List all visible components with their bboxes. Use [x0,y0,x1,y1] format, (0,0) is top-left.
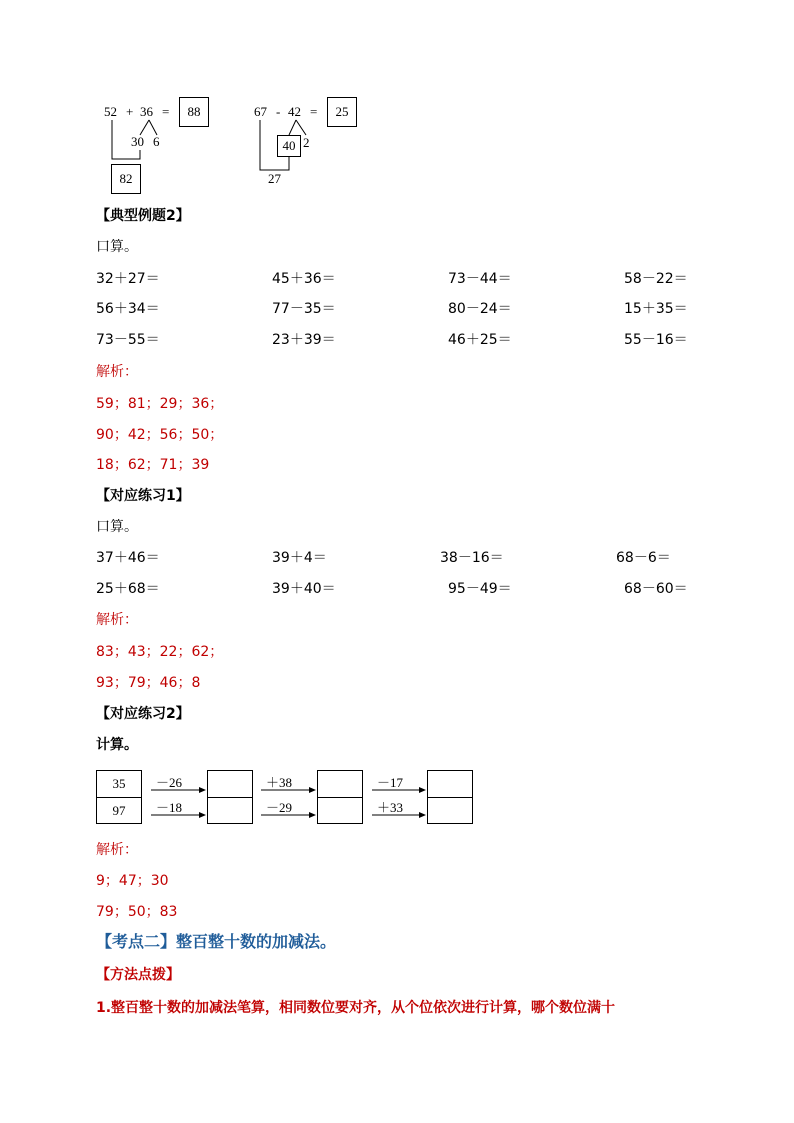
problem: 73－44＝ [448,271,512,287]
problem: 95－49＝ [448,581,512,597]
problem: 46＋25＝ [448,332,512,348]
split-tens: 30 [131,134,144,149]
operation-label: －29 [266,800,293,815]
problem: 15＋35＝ [624,301,688,317]
practice2-answer-line: 9；47；30 [96,873,169,889]
partial-subtract-box: 40 [277,135,301,157]
problem: 39＋40＝ [272,581,336,597]
problem: 68－6＝ [616,550,671,566]
problem: 68－60＝ [624,581,688,597]
operation-label: ＋38 [266,775,293,790]
problem: 58－22＝ [624,271,688,287]
practice1-analysis-label: 解析： [96,612,138,628]
practice1-instruction: 口算。 [96,519,138,535]
practice1-title: 【对应练习1】 [96,488,190,504]
problem: 37＋46＝ [96,550,160,566]
intermediate-result: 27 [268,171,281,186]
problem: 38－16＝ [440,550,504,566]
problem: 45＋36＝ [272,271,336,287]
problem: 32＋27＝ [96,271,160,287]
practice1-answer-line: 83；43；22；62； [96,644,224,660]
sum-box: 88 [179,97,209,127]
split-ones: 6 [153,134,160,149]
plus-sign: + [126,104,134,119]
method-point: 1.整百整十数的加减法笔算，相同数位要对齐，从个位依次进行计算，哪个数位满十 [96,1000,616,1016]
problem: 23＋39＝ [272,332,336,348]
example2-title: 【典型例题2】 [96,208,190,224]
partial-sum-box: 82 [111,164,141,194]
operation-label: ＋33 [377,800,404,815]
problem: 56＋34＝ [96,301,160,317]
equals-sign: = [310,104,318,119]
problem: 55－16＝ [624,332,688,348]
section-title: 【考点二】整百整十数的加减法。 [96,932,337,951]
problem: 39＋4＝ [272,550,327,566]
example2-analysis-label: 解析： [96,364,138,380]
start-value: 35 [97,771,141,798]
split-ones: 2 [303,135,310,150]
method-title: 【方法点拨】 [96,967,180,983]
example2-answer-line: 90；42；56；50； [96,427,224,443]
practice2-instruction: 计算。 [96,737,138,753]
addend-b: 36 [140,104,153,119]
practice1-answer-line: 93；79；46；8 [96,675,201,691]
problem: 25＋68＝ [96,581,160,597]
practice2-analysis-label: 解析： [96,842,138,858]
minus-sign: - [276,104,281,119]
example2-instruction: 口算。 [96,239,138,255]
problem: 73－55＝ [96,332,160,348]
start-value: 97 [112,803,126,818]
equals-sign: = [162,104,170,119]
addend-a: 52 [104,104,117,119]
minuend: 67 [254,104,267,119]
problem: 80－24＝ [448,301,512,317]
operation-label: －18 [156,800,183,815]
subtrahend: 42 [288,104,301,119]
example2-answer-line: 59；81；29；36； [96,396,224,412]
operation-label: －26 [156,775,183,790]
practice2-title: 【对应练习2】 [96,706,190,722]
problem: 77－35＝ [272,301,336,317]
operation-label: －17 [377,775,404,790]
example2-answer-line: 18；62；71；39 [96,457,210,473]
difference-box: 25 [327,97,357,127]
practice2-answer-line: 79；50；83 [96,904,178,920]
